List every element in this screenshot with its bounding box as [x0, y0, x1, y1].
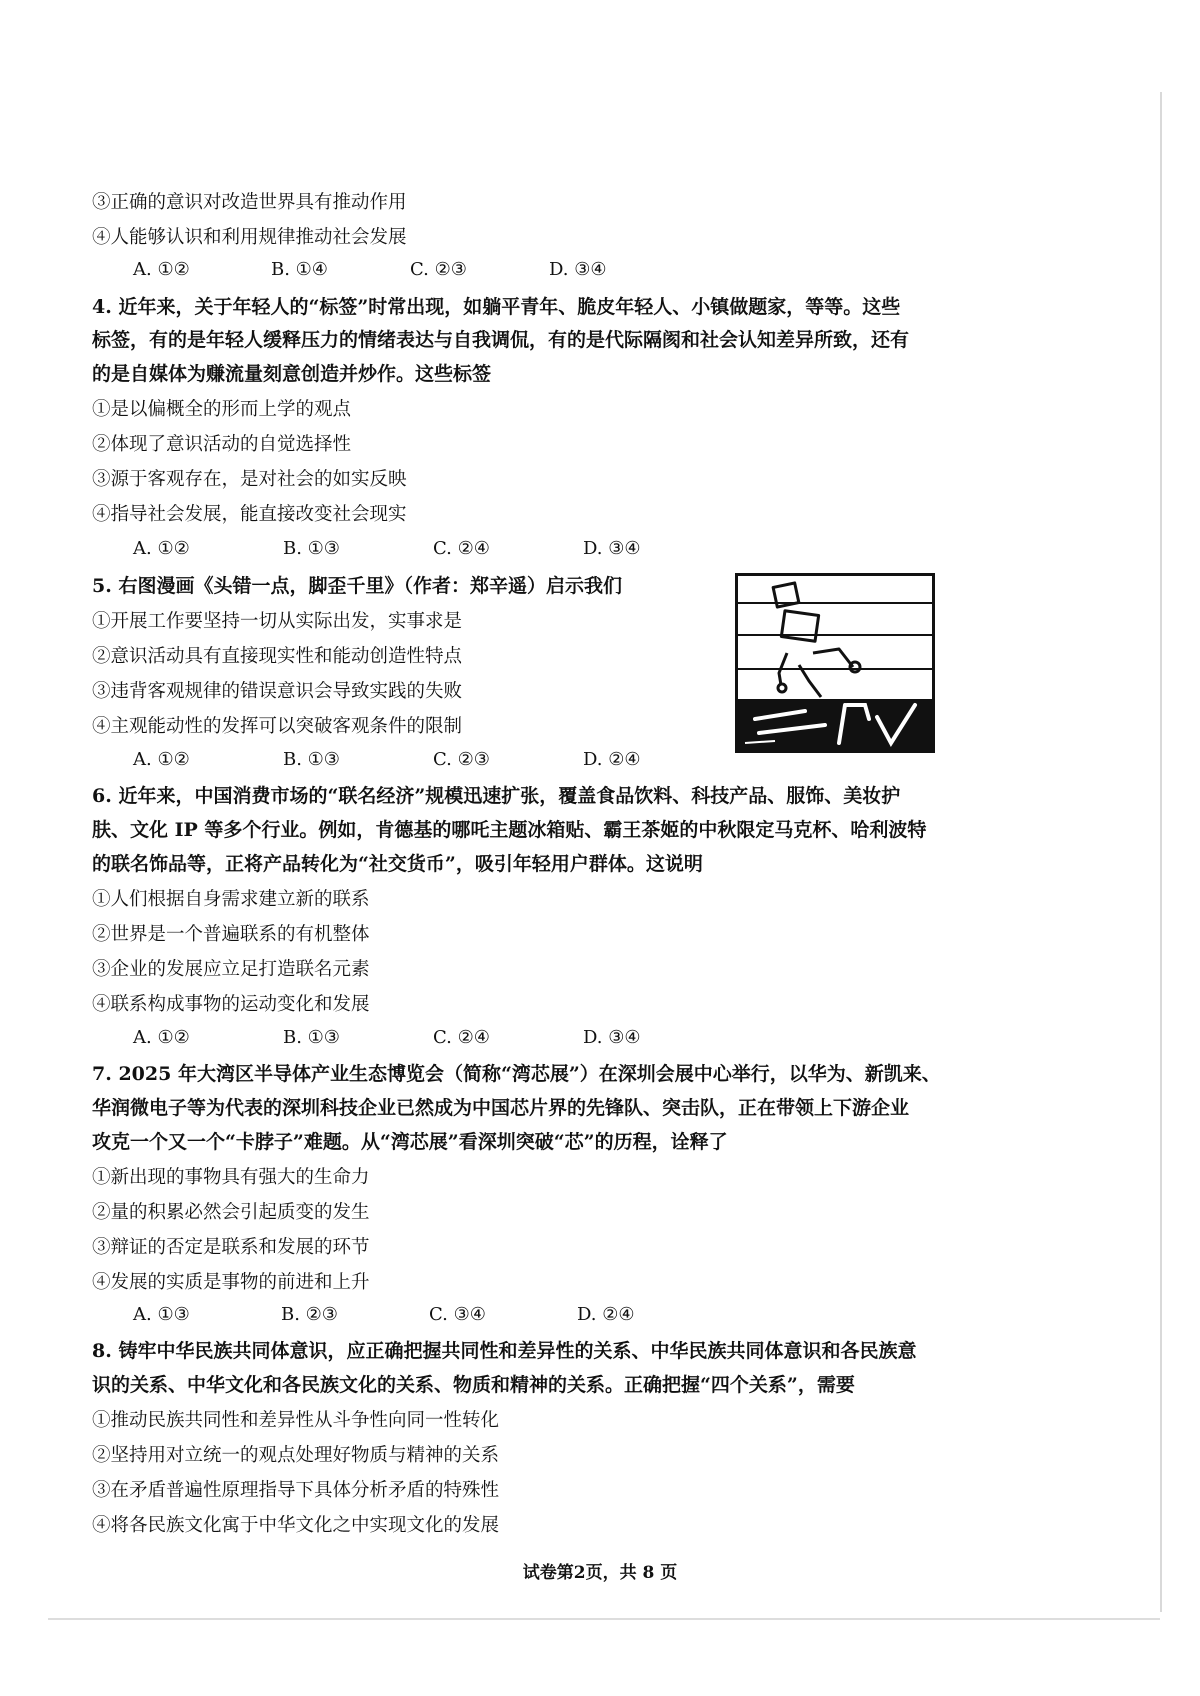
option-d: D. ③④ — [549, 259, 607, 280]
question-5-item: ②意识活动具有直接现实性和能动创造性特点 — [92, 646, 463, 667]
option-a: A. ①② — [133, 259, 190, 280]
question-8-item: ③在矛盾普遍性原理指导下具体分析矛盾的特殊性 — [92, 1480, 500, 1501]
page-footer: 试卷第2页，共 8 页 — [522, 1563, 678, 1583]
option-b: B. ①③ — [283, 749, 340, 770]
question-8-stem: 识的关系、中华文化和各民族文化的关系、物质和精神的关系。正确把握“四个关系”，需要 — [92, 1374, 855, 1396]
question-4-item: ④指导社会发展，能直接改变社会现实 — [92, 504, 407, 525]
question-7-stem: 7. 2025 年大湾区半导体产业生态博览会（简称“湾芯展”）在深圳会展中心举行，以华为、新凯来、 — [92, 1063, 941, 1085]
option-b: B. ①③ — [283, 538, 340, 559]
question-4-item: ③源于客观存在，是对社会的如实反映 — [92, 469, 407, 490]
option-c: C. ②③ — [410, 259, 467, 280]
cartoon-illustration — [735, 573, 935, 753]
option-d: D. ③④ — [583, 1027, 641, 1048]
question-3-item-4: ④人能够认识和利用规律推动社会发展 — [92, 227, 407, 248]
question-8-item: ④将各民族文化寓于中华文化之中实现文化的发展 — [92, 1515, 500, 1536]
question-7-stem: 攻克一个又一个“卡脖子”难题。从“湾芯展”看深圳突破“芯”的历程，诠释了 — [92, 1131, 728, 1153]
option-b: B. ②③ — [281, 1304, 338, 1325]
question-6-stem: 6. 近年来，中国消费市场的“联名经济”规模迅速扩张，覆盖食品饮料、科技产品、服饰、美妆护 — [92, 785, 901, 807]
option-a: A. ①② — [133, 749, 190, 770]
option-d: D. ③④ — [583, 538, 641, 559]
option-c: C. ②③ — [433, 749, 490, 770]
question-5-item: ①开展工作要坚持一切从实际出发，实事求是 — [92, 611, 463, 632]
page-edge — [48, 1618, 1160, 1620]
question-7-stem: 华润微电子等为代表的深圳科技企业已然成为中国芯片界的先锋队、突击队，正在带领上下游企业 — [92, 1097, 910, 1119]
option-c: C. ③④ — [429, 1304, 486, 1325]
question-6-stem: 肤、文化 IP 等多个行业。例如，肯德基的哪吒主题冰箱贴、霸王茶姬的中秋限定马克杯、哈利波特 — [92, 819, 927, 841]
question-3-item-3: ③正确的意识对改造世界具有推动作用 — [92, 192, 407, 213]
question-8-item: ①推动民族共同性和差异性从斗争性向同一性转化 — [92, 1410, 500, 1431]
question-7-item: ④发展的实质是事物的前进和上升 — [92, 1272, 370, 1293]
question-6-item: ②世界是一个普遍联系的有机整体 — [92, 924, 370, 945]
option-c: C. ②④ — [433, 538, 490, 559]
question-6-item: ③企业的发展应立足打造联名元素 — [92, 959, 370, 980]
question-4-stem: 标签，有的是年轻人缓释压力的情绪表达与自我调侃，有的是代际隔阂和社会认知差异所致，还有 — [92, 329, 910, 351]
option-a: A. ①② — [133, 538, 190, 559]
question-8-item: ②坚持用对立统一的观点处理好物质与精神的关系 — [92, 1445, 500, 1466]
question-6-item: ④联系构成事物的运动变化和发展 — [92, 994, 370, 1015]
option-a: A. ①③ — [133, 1304, 190, 1325]
question-4-stem: 4. 近年来，关于年轻人的“标签”时常出现，如躺平青年、脆皮年轻人、小镇做题家，等等。这些 — [92, 296, 901, 318]
question-7-item: ③辩证的否定是联系和发展的环节 — [92, 1237, 370, 1258]
question-6-stem: 的联名饰品等，正将产品转化为“社交货币”，吸引年轻用户群体。这说明 — [92, 853, 703, 875]
option-a: A. ①② — [133, 1027, 190, 1048]
option-d: D. ②④ — [583, 749, 641, 770]
question-4-stem: 的是自媒体为赚流量刻意创造并炒作。这些标签 — [92, 363, 492, 385]
question-7-item: ①新出现的事物具有强大的生命力 — [92, 1167, 370, 1188]
question-5-item: ④主观能动性的发挥可以突破客观条件的限制 — [92, 716, 463, 737]
question-5-item: ③违背客观规律的错误意识会导致实践的失败 — [92, 681, 463, 702]
page-edge — [1160, 92, 1162, 1612]
question-4-item: ①是以偏概全的形而上学的观点 — [92, 399, 352, 420]
question-8-stem: 8. 铸牢中华民族共同体意识，应正确把握共同性和差异性的关系、中华民族共同体意识和各民族意 — [92, 1340, 917, 1362]
option-c: C. ②④ — [433, 1027, 490, 1048]
question-4-item: ②体现了意识活动的自觉选择性 — [92, 434, 352, 455]
question-7-item: ②量的积累必然会引起质变的发生 — [92, 1202, 370, 1223]
option-b: B. ①③ — [283, 1027, 340, 1048]
question-6-item: ①人们根据自身需求建立新的联系 — [92, 889, 370, 910]
option-b: B. ①④ — [271, 259, 328, 280]
question-5-stem: 5. 右图漫画《头错一点，脚歪千里》（作者：郑辛遥）启示我们 — [92, 575, 622, 597]
option-d: D. ②④ — [577, 1304, 635, 1325]
